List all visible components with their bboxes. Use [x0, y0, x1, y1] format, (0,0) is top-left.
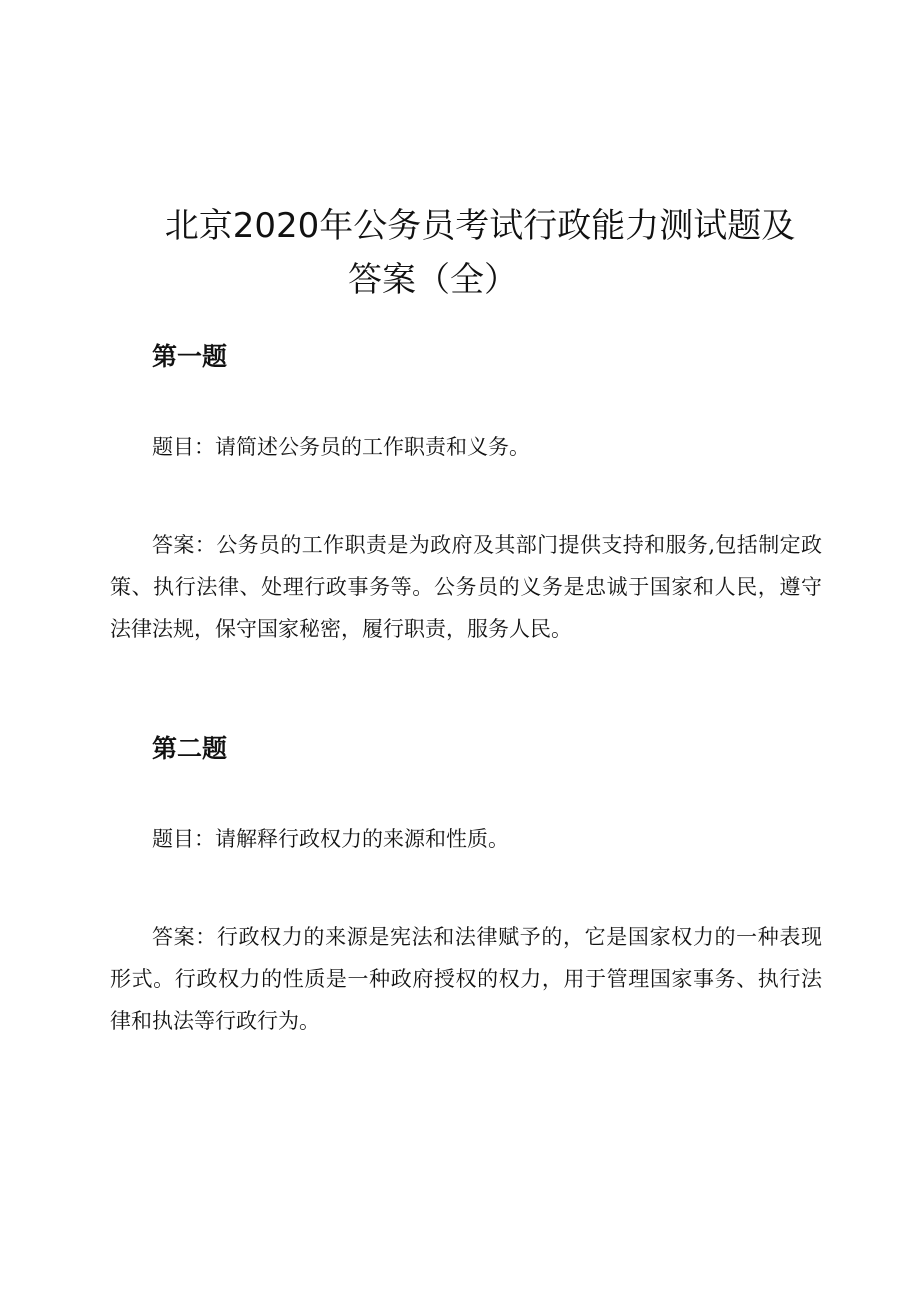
section-1-question: 题目：请简述公务员的工作职责和义务。	[152, 435, 530, 459]
section-2-answer: 答案：行政权力的来源是宪法和法律赋予的，它是国家权力的一种表现形式。行政权力的性质是一种政府授权的权力，用于管理国家事务、执行法律和执法等行政行为。	[110, 925, 822, 1033]
section-2-heading: 第二题	[152, 734, 228, 763]
section-1-heading: 第一题	[152, 342, 228, 371]
document-title-line-2: 答案（全）	[348, 259, 518, 300]
section-1-answer: 答案：公务员的工作职责是为政府及其部门提供支持和服务,包括制定政策、执行法律、处理行政事务等。公务员的义务是忠诚于国家和人民，遵守法律法规，保守国家秘密，履行职责，服务人民。	[110, 533, 822, 641]
document-title	[130, 199, 830, 307]
document-title-line-1: 北京2020年公务员考试行政能力测试题及	[164, 205, 796, 246]
section-2-question: 题目：请解释行政权力的来源和性质。	[152, 827, 509, 851]
